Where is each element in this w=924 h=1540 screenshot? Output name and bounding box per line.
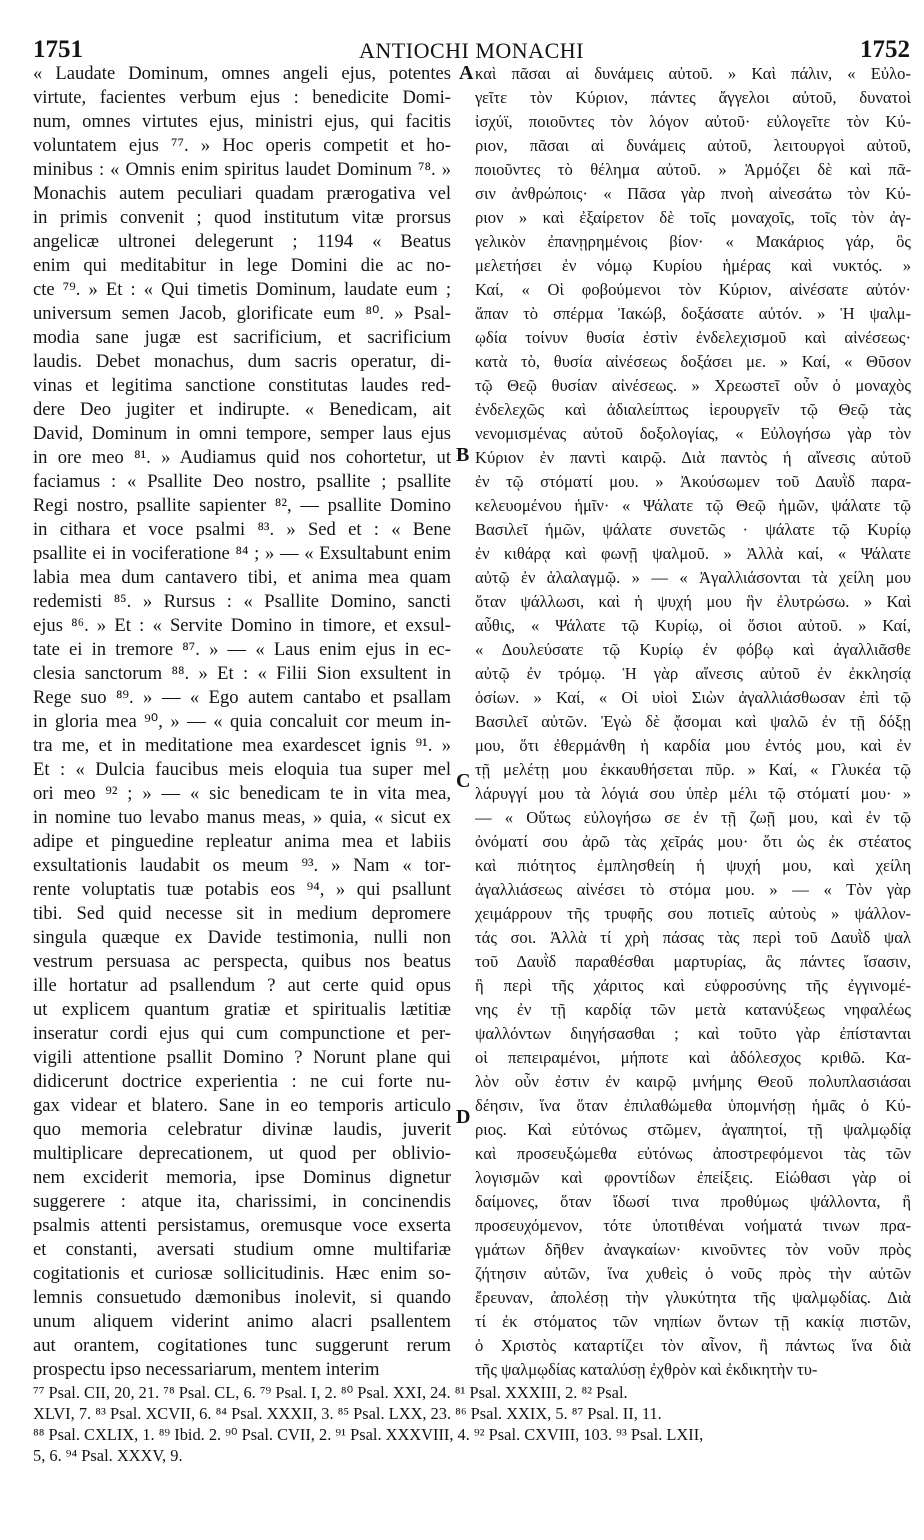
greek-text-line: ἀγαλλιάσεως αἰνέσει τὸ στόμα μου. » — « Τὸν γὰρ [475, 880, 911, 899]
greek-text-line: ριος. Καὶ εὐτόνως στῶμεν, ἀγαπητοί, τῇ ψαλμῳδίᾳ [475, 1120, 911, 1139]
latin-text-line: vestrum persuasa ac perspecta, quibus nos beatus [33, 951, 451, 972]
greek-text-line: αὐτῷ ἐν ἀλαλαγμῷ. » — « Ἀγαλλιάσονται τὰ χείλη μου [475, 568, 911, 587]
greek-text-line: ριον » καὶ ἐξαίρετον δὲ τοῖς μοναχοῖς, τοῖς τὸν ἀγ- [475, 208, 911, 227]
latin-text-line: in gloria mea ⁹⁰, » — « quia concaluit cor meum in- [33, 711, 451, 732]
latin-text-line: cte ⁷⁹. » Et : « Qui timetis Dominum, laudate eum ; [33, 279, 451, 300]
greek-text-line: τάς σοι. Ἀλλὰ τί χρὴ πάσας τὰς περὶ τοῦ Δαυῒδ ψαλ [475, 928, 911, 947]
greek-text-line: « Δουλεύσατε τῷ Κυρίῳ ἐν φόβῳ καὶ ἀγαλλιᾶσθε [475, 640, 911, 659]
latin-text-line: Monachis autem peculiari quadam prærogativa vel [33, 183, 451, 204]
footnote-line: 5, 6. ⁹⁴ Psal. XXXV, 9. [33, 1446, 183, 1465]
latin-text-line: ori meo ⁹² ; » — « sic benedicam te in vita mea, [33, 783, 451, 804]
latin-text-line: exsultationis laudabit os meum ⁹³. » Nam « tor- [33, 855, 451, 876]
greek-text-line: αὐτῷ ἐν τρόμῳ. Ἡ γὰρ αἴνεσις αὐτοῦ ἐν ἐκκλησίᾳ [475, 664, 911, 683]
footnote-line: ⁷⁷ Psal. CII, 20, 21. ⁷⁸ Psal. CL, 6. ⁷⁹ Psal. I, 2. ⁸⁰ Psal. XXI, 24. ⁸¹ Psal. XXXIII, 2. ⁸² Psal. [33, 1383, 628, 1402]
latin-text-line: Et : « Dulcia faucibus meis eloquia tua super mel [33, 759, 451, 780]
latin-text-line: et constanti, aversati studium omne multifariæ [33, 1239, 451, 1260]
latin-text-line: singula quæque ex Davide testimonia, nulli non [33, 927, 451, 948]
page-number-right: 1752 [860, 36, 910, 63]
latin-text-line: clesia sanctorum ⁸⁸. » Et : « Filii Sion exsultent in [33, 663, 451, 684]
latin-text-line: lemnis consuetudo dæmonibus inolevit, si quando [33, 1287, 451, 1308]
greek-text-line: μου, ὅτι ἐθερμάνθη ἡ καρδία μου ἐντός μου, καὶ ἐν [475, 736, 911, 755]
greek-text-line: Βασιλεῖ αὐτῶν. Ἐγὼ δὲ ᾄσομαι καὶ ψαλῶ ἐν τῇ δόξῃ [475, 712, 911, 731]
greek-text-line: ὅταν ψάλλωσι, καὶ ἡ ψυχή μου ἣν ἐλυτρώσω. » Καὶ [475, 592, 911, 611]
latin-text-line: in cithara et voce psalmi ⁸³. » Sed et : « Bene [33, 519, 451, 540]
greek-text-line: τῇ μελέτῃ μου ἐκκαυθήσεται πῦρ. » Καί, « Γλυκέα τῷ [475, 760, 911, 779]
greek-text-line: ψαλλόντων διηγήσασθαι ; καὶ τοῦτο γὰρ ἐπίστανται [475, 1024, 911, 1043]
greek-text-line: Κύριον ἐν παντὶ καιρῷ. Διὰ παντὸς ἡ αἴνεσις αὐτοῦ [475, 448, 911, 467]
greek-text-line: γεῖτε τὸν Κύριον, πάντες ἄγγελοι αὐτοῦ, δυνατοὶ [475, 88, 911, 107]
latin-text-line: tibi. Sed quid necesse sit in medium depromere [33, 903, 451, 924]
latin-text-line: redemisti ⁸⁵. » Rursus : « Psallite Domino, sancti [33, 591, 451, 612]
greek-text-line: ἢ περὶ τῆς χάριτος καὶ εὐφροσύνης τῆς ἐγγινομέ- [475, 976, 911, 995]
greek-text-line: λογισμῶν καὶ φροντίδων ἐπείξεις. Εἰώθασι γὰρ οἱ [475, 1168, 911, 1187]
greek-text-line: ὀνόματί σου ἀρῶ τὰς χεῖράς μου· ὅτι ὡς ἐκ στέατος [475, 832, 911, 851]
latin-text-line: aut orantem, cogitationes tunc suggerunt rerum [33, 1335, 451, 1356]
latin-text-line: universum semen Jacob, glorificate eum ⁸⁰. » Psal- [33, 303, 451, 324]
latin-text-line: num, omnes virtutes ejus, ministri ejus, qui facitis [33, 111, 451, 132]
running-header [33, 36, 910, 62]
latin-column [33, 62, 451, 1382]
latin-text-line: psallite ei in vociferatione ⁸⁴ ; » — « Exsultabunt enim [33, 543, 451, 564]
latin-text-line: tate ei in tremore ⁸⁷. » — « Laus enim ejus in ec- [33, 639, 451, 660]
greek-text-line: τί ἐκ στόματος τῶν νηπίων ὄντων τῇ κακίᾳ πιστῶν, [475, 1312, 911, 1331]
greek-text-line: αὖθις, « Ψάλατε τῷ Κυρίῳ, οἱ ὅσιοι αὐτοῦ. » Καί, [475, 616, 911, 635]
latin-text-line: in nomine tuo levabo manus meas, » quia, « sicut ex [33, 807, 451, 828]
latin-text-line: vigili attentione psallit Domino ? Norunt plane qui [33, 1047, 451, 1068]
greek-text-line: — « Οὕτως εὐλογήσω σε ἐν τῇ ζωῇ μου, καὶ ἐν τῷ [475, 808, 911, 827]
latin-text-line: voluntatem ejus ⁷⁷. » Hoc operis competit et ho- [33, 135, 451, 156]
greek-text-line: γμάτων δῆθεν ἀναγκαίων· κινοῦντες τὸν νοῦν πρὸς [475, 1240, 911, 1259]
greek-text-line: ἰσχύϊ, ποιοῦντες τὸν λόγον αὐτοῦ· εὐλογεῖτε τὸν Κύ- [475, 112, 911, 131]
greek-text-line: σιν ἀνθρώποις· « Πᾶσα γὰρ πνοὴ αἰνεσάτω τὸν Κύ- [475, 184, 911, 203]
greek-text-line: καὶ πιότητος ἐμπλησθείη ἡ ψυχή μου, καὶ χείλη [475, 856, 911, 875]
greek-text-line: τῷ Θεῷ θυσίαν αἰνέσεως. » Χρεωστεῖ οὖν ὁ μοναχὸς [475, 376, 911, 395]
latin-text-line: ille hortatur ad psallendum ? aut certe quid opus [33, 975, 451, 996]
section-marker-b: B [456, 444, 470, 466]
latin-text-line: inseratur cordi ejus qui cum compunctione et per- [33, 1023, 451, 1044]
latin-text-line: virtute, facientes verbum ejus : benedicite Domi- [33, 87, 451, 108]
footnote-line: ⁸⁸ Psal. CXLIX, 1. ⁸⁹ Ibid. 2. ⁹⁰ Psal. CVII, 2. ⁹¹ Psal. XXXVIII, 4. ⁹² Psal. CXVIII, 103. ⁹³ Psal. LXII, [33, 1425, 704, 1444]
greek-text-line: καὶ προσευξώμεθα εὐτόνως ἀποστρεφόμενοι τὰς τῶν [475, 1144, 911, 1163]
latin-text-line: dere Deo jugiter et indirupte. « Benedicam, ait [33, 399, 451, 420]
greek-text-line: ἐν τῷ στόματί μου. » Ἀκούσωμεν τοῦ Δαυῒδ παρα- [475, 472, 911, 491]
latin-text-line: tra me, et in meditatione mea exardescet ignis ⁹¹. » [33, 735, 451, 756]
latin-text-line: prospectu ipso necessariarum, mentem interim [33, 1359, 380, 1380]
greek-text-line: Βασιλεῖ ἡμῶν, ψάλατε συνετῶς · ψάλατε τῷ Κυρίῳ [475, 520, 911, 539]
greek-text-line: δέησιν, ἵνα ὅταν ἐπιλαθώμεθα ὑπομνήσῃ ἡμᾶς ὁ Κύ- [475, 1096, 911, 1115]
section-marker-a: A [459, 62, 474, 84]
latin-text-line: multiplicare deprecationem, ut quod per oblivio- [33, 1143, 451, 1164]
latin-text-line: adipe et pinguedine repleatur anima mea et labiis [33, 831, 451, 852]
greek-text-line: καὶ πᾶσαι αἱ δυνάμεις αὐτοῦ. » Καὶ πάλιν, « Εὐλο- [475, 64, 911, 83]
greek-text-line: ῳδία τοίνυν θυσία ἐστὶν ἐνδελεχισμοῦ καὶ αἰνέσεως· [475, 328, 911, 347]
latin-text-line: didicerunt doctrice experientia : ne cui forte nu- [33, 1071, 451, 1092]
section-marker-d: D [456, 1106, 471, 1128]
latin-text-line: ejus ⁸⁶. » Et : « Servite Domino in timore, et exsul- [33, 615, 451, 636]
latin-text-line: modia sane jugæ est sacrificium, et sacrificium [33, 327, 451, 348]
latin-text-line: faciamus : « Psallite Deo nostro, psallite ; psallite [33, 471, 451, 492]
latin-text-line: Rege suo ⁸⁹. » — « Ego autem cantabo et psallam [33, 687, 451, 708]
running-title: ANTIOCHI MONACHI [359, 38, 584, 63]
greek-text-line: λάρυγγί μου τὰ λόγιά σου ὑπὲρ μέλι τῷ στόματί μου· » [475, 784, 911, 803]
greek-text-line: τοῦ Δαυῒδ παραθέσθαι μαρτυρίας, ἃς πάντες ἴσασιν, [475, 952, 911, 971]
latin-text-line: gax videar et blatero. Sane in eo temporis articulo [33, 1095, 451, 1116]
greek-text-line: δαίμονες, ὅταν ἴδωσί τινα προθύμως ψάλλοντα, ἢ [475, 1192, 911, 1211]
greek-text-line: χειμάρρουν τῆς τρυφῆς σου ποτιεῖς αὐτοὺς » ψάλλον- [475, 904, 911, 923]
footnotes [33, 1382, 913, 1466]
greek-text-line: ἔρευναν, ἀπολέσῃ τὴν γλυκύτητα τῆς ψαλμῳδίας. Διὰ [475, 1288, 911, 1307]
latin-text-line: enim qui meditabitur in lege Domini die ac no- [33, 255, 451, 276]
greek-text-line: ὁσίων. » Καί, « Οἱ υἱοὶ Σιὼν ἀγαλλιάσθωσαν ἐπὶ τῷ [475, 688, 911, 707]
greek-column [475, 62, 911, 1382]
greek-text-line: νενομισμένας αὐτοῦ δοξολογίας, « Εὐλογήσω γὰρ τὸν [475, 424, 911, 443]
greek-text-line: κελευομένου ἡμῖν· « Ψάλατε τῷ Θεῷ ἡμῶν, ψάλατε τῷ [475, 496, 911, 515]
greek-text-line: ἐν κιθάρᾳ καὶ φωνῇ ψαλμοῦ. » Ἀλλὰ καί, « Ψάλατε [475, 544, 911, 563]
greek-text-line: νης ἐν τῇ καρδίᾳ τῶν μετὰ κατανύξεως νηφαλέως [475, 1000, 911, 1019]
latin-text-line: quo memoria celebratur divinæ laudis, juverit [33, 1119, 451, 1140]
greek-text-line: οἱ πεπειραμένοι, μήποτε καὶ ἀδόλεσχος κριθῶ. Κα- [475, 1048, 911, 1067]
latin-text-line: Regi nostro, psallite sapienter ⁸², — psallite Domino [33, 495, 451, 516]
latin-text-line: vinas et legitima sanctione constitutas laudes red- [33, 375, 451, 396]
latin-text-line: David, Dominum in omni tempore, semper laus ejus [33, 423, 451, 444]
greek-text-line: ὁ Χριστὸς καταρτίζει τὸν αἶνον, ἢ πάντως ἵνα διὰ [475, 1336, 911, 1355]
latin-text-line: suggerere : atque ita, charissimi, in concinendis [33, 1191, 451, 1212]
greek-text-line: κατὰ τὸ, θυσία αἰνέσεως δοξάσει με. » Καί, « Θῦσον [475, 352, 911, 371]
latin-text-line: in primis convenit ; quod institutum vitæ prorsus [33, 207, 451, 228]
greek-text-line: ποιοῦντες τὸ θέλημα αὐτοῦ. » Ἁρμόζει δὲ καὶ πᾶ- [475, 160, 911, 179]
greek-text-line: ζήτησιν αὐτῶν, ἵνα χυθεὶς ὁ νοῦς πρὸς τὴν αὐτῶν [475, 1264, 911, 1283]
latin-text-line: laudis. Debet monachus, dum sacris operatur, di- [33, 351, 451, 372]
page-number-left: 1751 [33, 36, 83, 63]
footnote-line: XLVI, 7. ⁸³ Psal. XCVII, 6. ⁸⁴ Psal. XXXII, 3. ⁸⁵ Psal. LXX, 23. ⁸⁶ Psal. XXIX, 5. ⁸⁷ Psal. II, 11. [33, 1404, 662, 1423]
greek-text-line: γελικὸν ἐπανῃρημένοις βίον· « Μακάριος γάρ, ὃς [475, 232, 911, 251]
latin-text-line: ut explicem quantum gratiæ et spiritualis lætitiæ [33, 999, 451, 1020]
latin-text-line: minibus : « Omnis enim spiritus laudet Dominum ⁷⁸. » [33, 159, 451, 180]
greek-text-line: λὸν οὖν ἐστιν ἐν καιρῷ μνήμης Θεοῦ πολυπλασιάσαι [475, 1072, 911, 1091]
greek-text-line: ριον, πᾶσαι αἱ δυνάμεις αὐτοῦ, λειτουργοὶ αὐτοῦ, [475, 136, 911, 155]
greek-text-line: προσευχόμενον, τότε ὑποτιθέναι νοήματά τινων πρα- [475, 1216, 911, 1235]
greek-text-line: τῆς ψαλμῳδίας καταλύσῃ ἐχθρὸν καὶ ἐκδικητὴν τυ- [475, 1360, 818, 1379]
latin-text-line: « Laudate Dominum, omnes angeli ejus, potentes [33, 63, 451, 84]
latin-text-line: psalmis attenti persistamus, oremusque voce exserta [33, 1215, 451, 1236]
greek-text-line: ἐνδελεχῶς καὶ ἀδιαλείπτως ἱερουργεῖν τῷ Θεῷ τὰς [475, 400, 911, 419]
greek-text-line: ἅπαν τὸ σπέρμα Ἰακώβ, δοξάσατε αὐτόν. » Ἡ ψαλμ- [475, 304, 911, 323]
latin-text-line: angelicæ ultronei delegerunt ; 1194 « Beatus [33, 231, 451, 252]
section-marker-c: C [456, 770, 471, 792]
latin-text-line: nem exciderit memoria, ipse Dominus dignetur [33, 1167, 451, 1188]
greek-text-line: μελετήσει ἐν νόμῳ Κυρίου ἡμέρας καὶ νυκτός. » [475, 256, 911, 275]
latin-text-line: unum aliquem viderint animo alacri psallentem [33, 1311, 451, 1332]
latin-text-line: cogitationis et curiosæ sollicitudinis. Hæc enim so- [33, 1263, 451, 1284]
latin-text-line: labia mea dum cantavero tibi, et anima mea quam [33, 567, 451, 588]
latin-text-line: rente voluptatis tuæ potabis eos ⁹⁴, » qui psallunt [33, 879, 451, 900]
latin-text-line: in ore meo ⁸¹. » Audiamus quid nos cohortetur, ut [33, 447, 451, 468]
greek-text-line: Καί, « Οἱ φοβούμενοι τὸν Κύριον, αἰνέσατε αὐτόν· [475, 280, 911, 299]
